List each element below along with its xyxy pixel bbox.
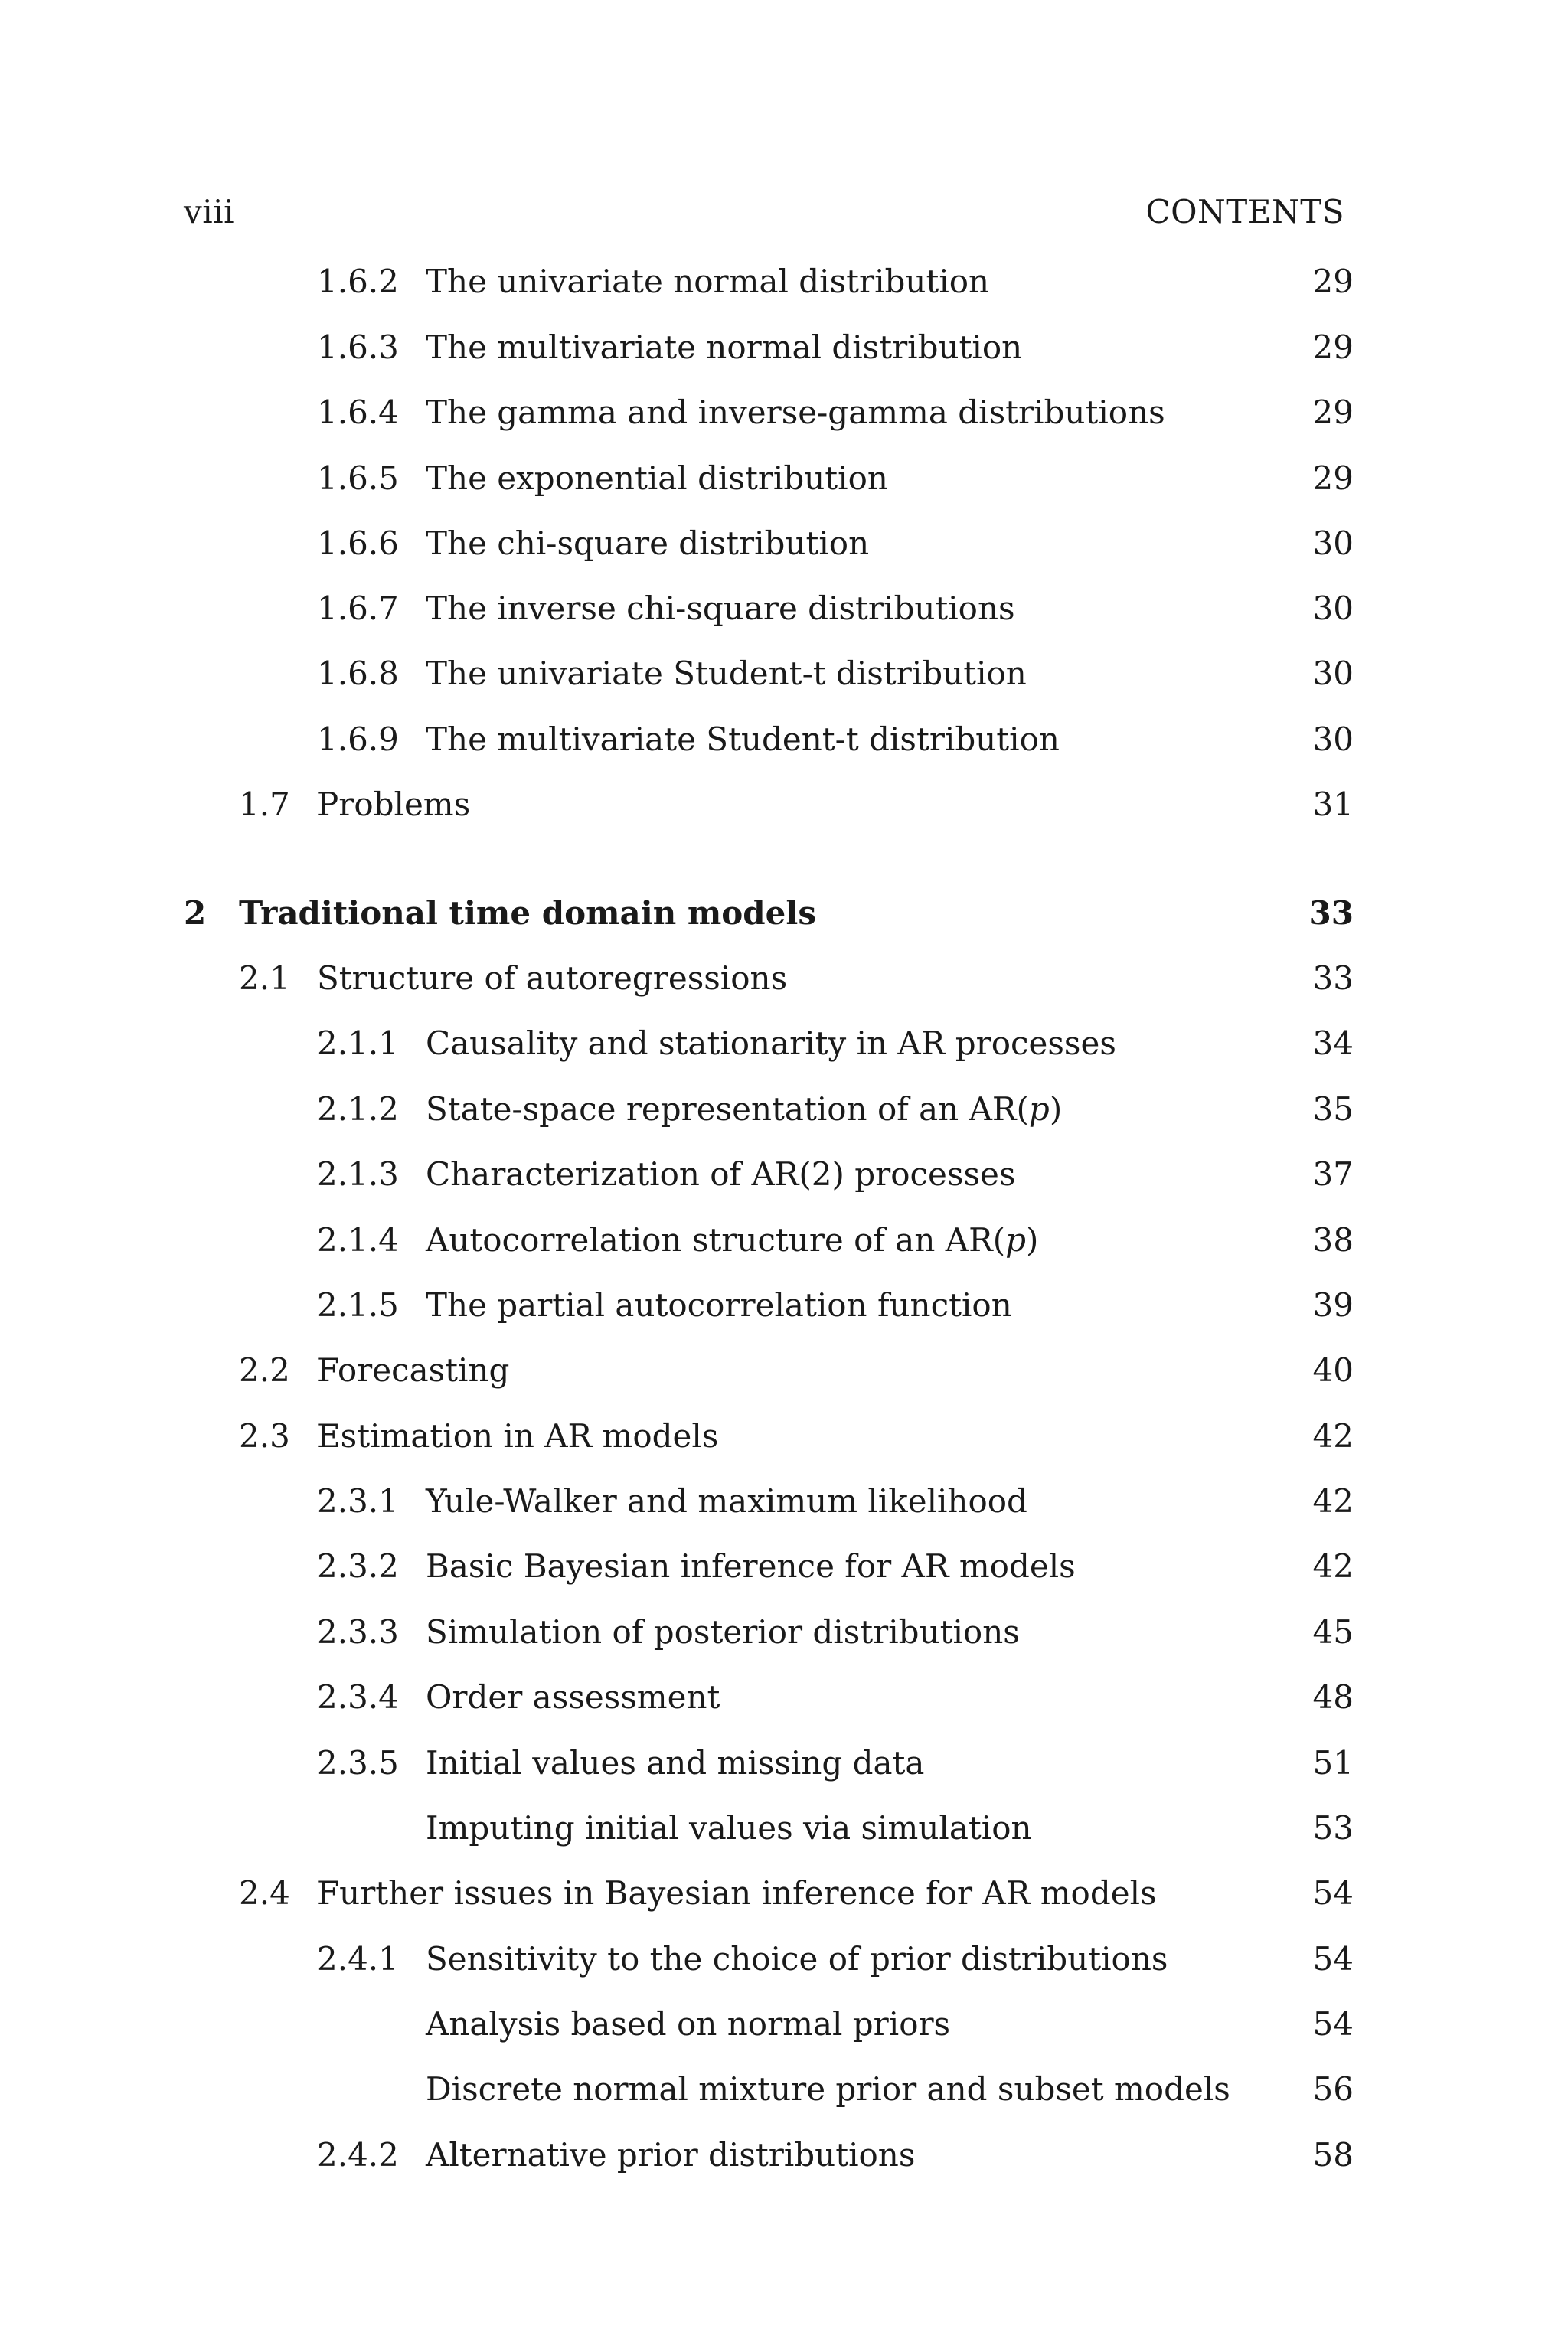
toc-entry-number: 1.6.4 [317,394,399,431]
toc-entry-number: 2.1.4 [317,1221,399,1259]
toc-entry-title: Discrete normal mixture prior and subset models [426,2070,1230,2108]
toc-entry-2-1-4 [0,1217,1568,1263]
toc-entry-title: Structure of autoregressions [317,959,788,997]
toc-entry-title: Further issues in Bayesian inference for AR models [317,1874,1157,1912]
toc-entry-number: 1.6.6 [317,524,399,562]
toc-entry-page: 42 [1312,1547,1354,1585]
toc-entry-number: 2.3 [239,1417,290,1455]
toc-entry-title [426,1086,1062,1132]
title-text: ) [1049,1090,1063,1128]
running-title: CONTENTS [1145,193,1344,230]
toc-entry-page: 51 [1312,1744,1354,1782]
toc-entry-number: 1.6.2 [317,263,399,300]
toc-entry-title: The gamma and inverse-gamma distributions [426,394,1165,431]
toc-entry-title: The chi-square distribution [426,524,870,562]
toc-entry-page: 34 [1312,1024,1354,1062]
toc-entry-page: 53 [1312,1809,1354,1847]
toc-entry-title: Imputing initial values via simulation [426,1809,1032,1847]
toc-entry-number: 2.3.2 [317,1547,399,1585]
toc-entry-discrete-mixture-prior [0,2066,1568,2112]
toc-entry-number: 2.1 [239,959,290,997]
math-variable: p [1028,1090,1050,1128]
toc-chapter-number: 2 [184,894,207,932]
toc-entry-number: 1.7 [239,786,290,823]
toc-entry-2-4-2 [0,2132,1568,2178]
math-variable: p [1005,1221,1026,1259]
toc-entry-number: 2.1.1 [317,1024,399,1062]
toc-entry-page: 48 [1312,1678,1354,1716]
toc-entry-1-6-5 [0,456,1568,501]
toc-entry-number: 2.3.5 [317,1744,399,1782]
toc-entry-title: The inverse chi-square distributions [426,590,1015,627]
toc-entry-2-3-3 [0,1609,1568,1655]
toc-entry-page: 29 [1312,394,1354,431]
running-head [184,193,1344,239]
toc-entry-1-6-8 [0,651,1568,697]
toc-entry-2-1-3 [0,1152,1568,1197]
toc-entry-title: Analysis based on normal priors [426,2005,951,2043]
toc-entry-title: Causality and stationarity in AR processes [426,1024,1116,1062]
toc-entry-page: 54 [1312,1874,1354,1912]
toc-entry-page: 54 [1312,1940,1354,1978]
toc-entry-number: 2.4.1 [317,1940,399,1978]
toc-entry-title: Initial values and missing data [426,1744,925,1782]
toc-entry-2-3-4 [0,1674,1568,1720]
toc-entry-page: 29 [1312,263,1354,300]
toc-entry-page: 35 [1312,1090,1354,1128]
toc-entry-title: The multivariate normal distribution [426,328,1023,366]
toc-entry-page: 30 [1312,524,1354,562]
toc-chapter-title: Traditional time domain models [239,894,816,932]
toc-entry-imputing-initial-values [0,1805,1568,1851]
toc-entry-1-6-4 [0,390,1568,436]
toc-entry-page: 42 [1312,1417,1354,1455]
toc-entry-number: 1.6.7 [317,590,399,627]
toc-entry-title: Forecasting [317,1351,510,1389]
toc-entry-title: Basic Bayesian inference for AR models [426,1547,1076,1585]
toc-entry-normal-priors [0,2001,1568,2047]
toc-entry-page: 45 [1312,1613,1354,1651]
toc-entry-number: 2.3.4 [317,1678,399,1716]
toc-entry-title: The partial autocorrelation function [426,1286,1012,1324]
toc-entry-2-3-1 [0,1478,1568,1524]
toc-entry-number: 2.2 [239,1351,290,1389]
toc-entry-page: 33 [1312,959,1354,997]
toc-entry-2-1-2 [0,1086,1568,1132]
toc-entry-title: Simulation of posterior distributions [426,1613,1020,1651]
toc-entry-title: Order assessment [426,1678,720,1716]
toc-entry-number: 2.3.1 [317,1482,399,1520]
page-number: viii [184,193,235,230]
toc-entry-page: 54 [1312,2005,1354,2043]
toc-entry-2-3-2 [0,1544,1568,1589]
toc-entry-title: Characterization of AR(2) processes [426,1155,1016,1193]
toc-entry-page: 58 [1312,2136,1354,2174]
toc-entry-1-6-3 [0,325,1568,371]
title-text: Autocorrelation structure of an AR( [426,1221,1006,1259]
toc-entry-number: 2.4 [239,1874,290,1912]
toc-entry-page: 56 [1312,2070,1354,2108]
toc-entry-1-7 [0,782,1568,828]
toc-entry-title: Yule-Walker and maximum likelihood [426,1482,1027,1520]
toc-entry-2-3 [0,1413,1568,1459]
title-text: State-space representation of an AR( [426,1090,1029,1128]
toc-entry-page: 30 [1312,655,1354,692]
toc-entry-page: 40 [1312,1351,1354,1389]
toc-entry-2-1 [0,956,1568,1001]
toc-entry-page: 38 [1312,1221,1354,1259]
toc-entry-number: 2.1.2 [317,1090,399,1128]
toc-chapter-page: 33 [1308,894,1354,932]
toc-entry-title: Sensitivity to the choice of prior distributions [426,1940,1168,1978]
toc-entry-1-6-2 [0,259,1568,305]
toc-entry-number: 1.6.9 [317,720,399,758]
toc-entry-title: The univariate normal distribution [426,263,990,300]
toc-entry-1-6-7 [0,586,1568,632]
title-text: ) [1025,1221,1039,1259]
toc-entry-1-6-6 [0,521,1568,567]
toc-entry-2-1-5 [0,1282,1568,1328]
toc-entry-page: 30 [1312,720,1354,758]
toc-entry-number: 2.4.2 [317,2136,399,2174]
toc-entry-2-4-1 [0,1936,1568,1982]
toc-entry-title: The multivariate Student-t distribution [426,720,1060,758]
toc-entry-2-3-5 [0,1740,1568,1786]
toc-entry-1-6-9 [0,717,1568,763]
toc-entry-page: 39 [1312,1286,1354,1324]
toc-entry-title: The exponential distribution [426,459,888,497]
toc-entry-title: The univariate Student-t distribution [426,655,1027,692]
toc-entry-number: 2.1.5 [317,1286,399,1324]
toc-entry-page: 30 [1312,590,1354,627]
toc-entry-2-1-1 [0,1021,1568,1067]
toc-entry-page: 29 [1312,459,1354,497]
toc-chapter-2 [0,890,1568,936]
toc-entry-page: 29 [1312,328,1354,366]
toc-entry-page: 42 [1312,1482,1354,1520]
toc-entry-2-2 [0,1348,1568,1393]
toc-entry-page: 37 [1312,1155,1354,1193]
toc-entry-2-4 [0,1870,1568,1916]
toc-entry-title: Problems [317,786,471,823]
toc-entry-number: 1.6.5 [317,459,399,497]
toc-entry-number: 1.6.8 [317,655,399,692]
toc-entry-title [426,1217,1038,1263]
toc-entry-number: 2.3.3 [317,1613,399,1651]
toc-entry-title: Estimation in AR models [317,1417,719,1455]
toc-entry-number: 2.1.3 [317,1155,399,1193]
toc-entry-title: Alternative prior distributions [426,2136,916,2174]
toc-entry-page: 31 [1312,786,1354,823]
toc-entry-number: 1.6.3 [317,328,399,366]
